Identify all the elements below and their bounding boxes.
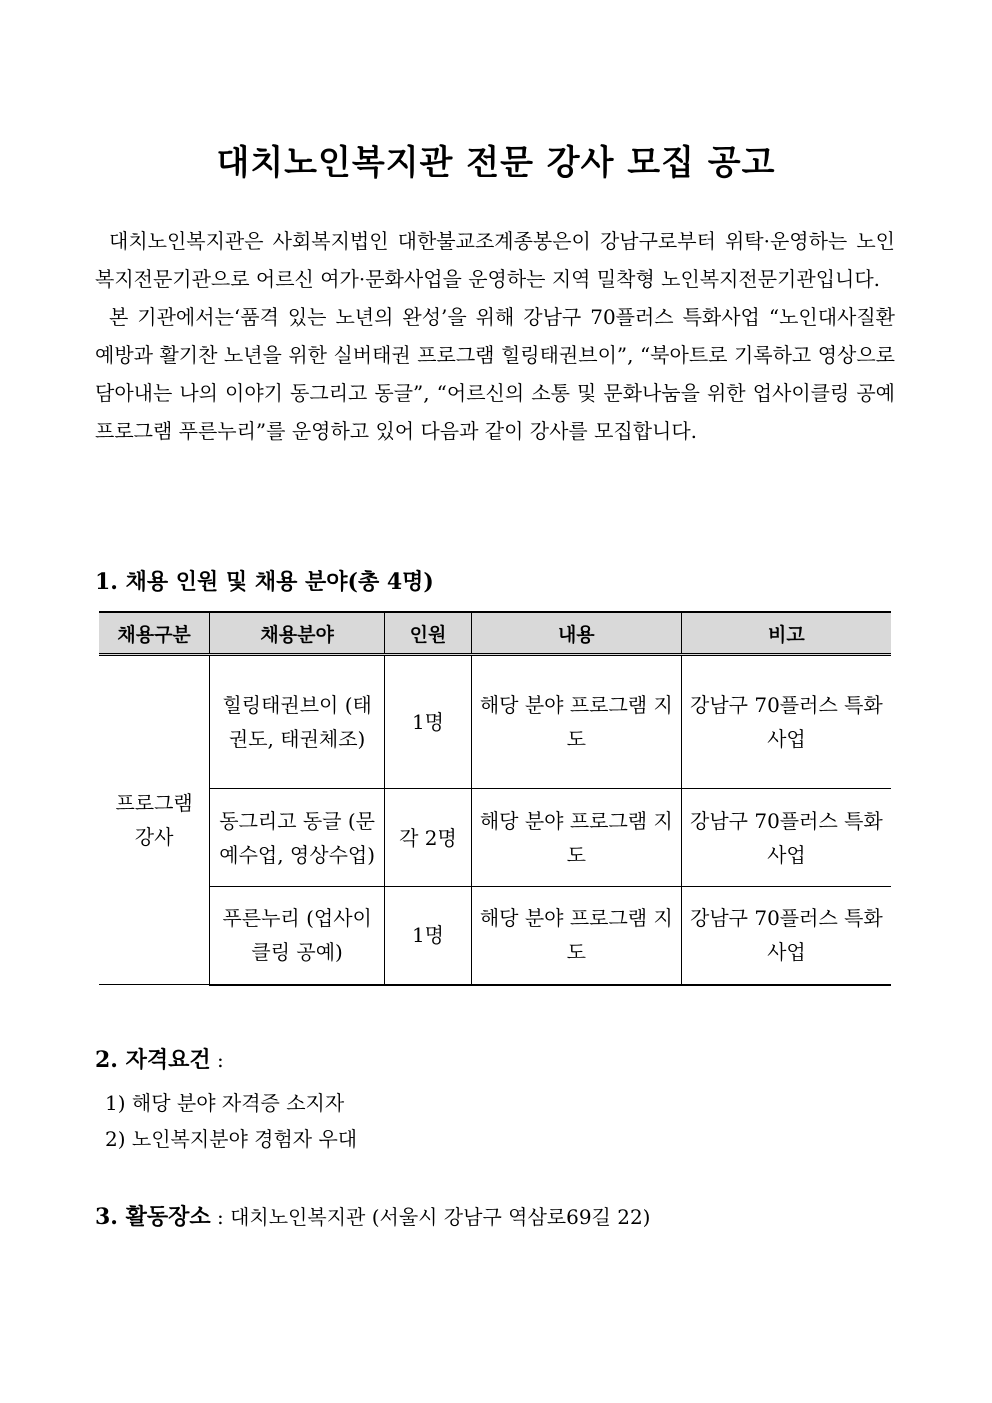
count-cell: 1명 <box>385 655 472 789</box>
table-row <box>99 789 891 887</box>
note-cell: 강남구 70플러스 특화사업 <box>681 789 891 887</box>
count-cell: 1명 <box>385 887 472 985</box>
note-cell: 강남구 70플러스 특화사업 <box>681 887 891 985</box>
section2-heading: 2. 자격요건 <box>95 1047 211 1073</box>
intro-paragraph-1: 대치노인복지관은 사회복지법인 대한불교조계종봉은이 강남구로부터 위탁·운영하는 노인복지전문기관으로 어르신 여가·문화사업을 운영하는 지역 밀착형 노인복지전문기관입니다. <box>95 229 895 291</box>
content-cell: 해당 분야 프로그램 지도 <box>471 887 681 985</box>
header-note: 비고 <box>681 612 891 655</box>
qualification-list <box>105 1085 357 1157</box>
header-field: 채용분야 <box>210 612 385 655</box>
section3-heading: 3. 활동장소 <box>95 1204 211 1230</box>
field-cell: 푸른누리 (업사이클링 공예) <box>210 887 385 985</box>
header-content: 내용 <box>471 612 681 655</box>
section3-heading-wrap <box>95 1200 650 1231</box>
header-count: 인원 <box>385 612 472 655</box>
table-row <box>99 887 891 985</box>
header-category: 채용구분 <box>99 612 210 655</box>
section3-location: : 대치노인복지관 (서울시 강남구 역삼로69길 22) <box>210 1205 651 1229</box>
table-header-row <box>99 612 891 655</box>
category-cell: 프로그램 강사 <box>99 655 210 985</box>
intro-paragraph-2: 본 기관에서는‘품격 있는 노년의 완성’을 위해 강남구 70플러스 특화사업 “노인대사질환 예방과 활기찬 노년을 위한 실버태권 프로그램 힐링태권브이”, “북아트로 기록하고 영상으로 담아내는 나의 이야기 동그리고 동글”, “어르신의 소통 및 문화나눔을 위한 업사이클링 공예프로그램 푸른누리”를 운영하고 있어 다음과 같이 강사를 모집합니다. <box>95 305 895 443</box>
field-cell: 힐링태권브이 (태권도, 태권체조) <box>210 655 385 789</box>
note-cell: 강남구 70플러스 특화사업 <box>681 655 891 789</box>
field-cell: 동그리고 동글 (문예수업, 영상수업) <box>210 789 385 887</box>
intro-text <box>95 222 895 450</box>
content-cell: 해당 분야 프로그램 지도 <box>471 789 681 887</box>
list-item: 2) 노인복지분야 경험자 우대 <box>105 1127 358 1151</box>
count-cell: 각 2명 <box>385 789 472 887</box>
list-item: 1) 해당 분야 자격증 소지자 <box>105 1091 345 1115</box>
table-row <box>99 655 891 789</box>
section1-heading: 1. 채용 인원 및 채용 분야(총 4명) <box>95 569 434 595</box>
section2-heading-wrap <box>95 1043 224 1074</box>
page-title: 대치노인복지관 전문 강사 모집 공고 <box>216 143 776 183</box>
section2-separator: : <box>210 1048 224 1072</box>
content-cell: 해당 분야 프로그램 지도 <box>471 655 681 789</box>
recruit-table <box>99 611 891 986</box>
